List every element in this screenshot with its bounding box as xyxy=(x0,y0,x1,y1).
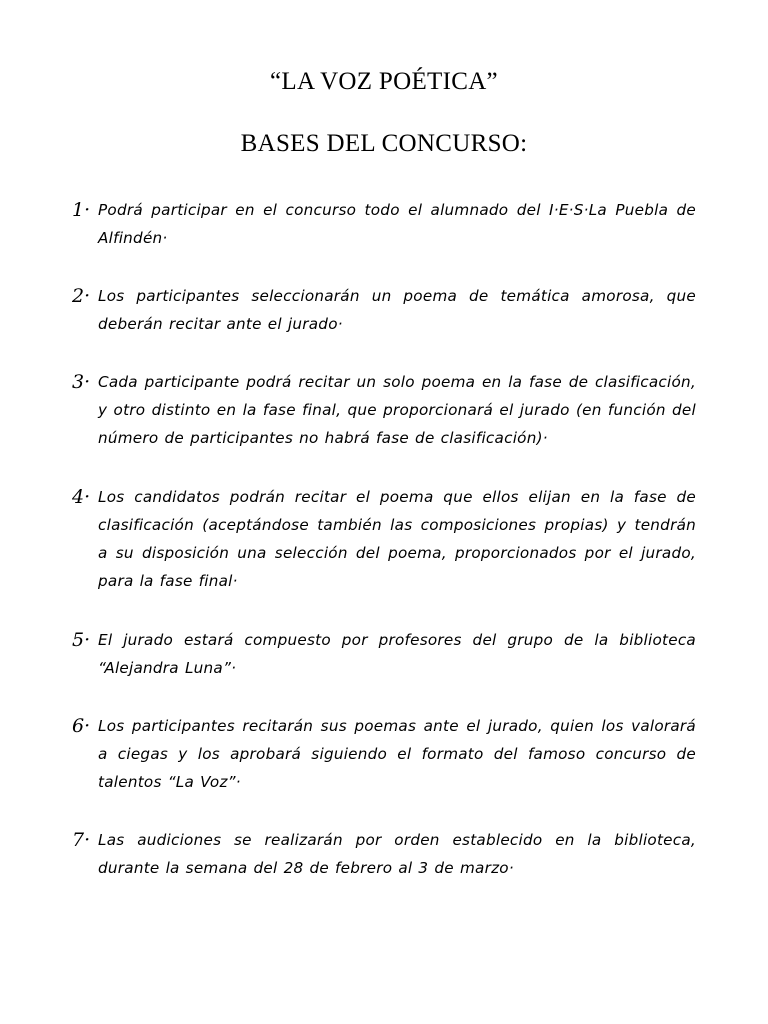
rule-number: 6· xyxy=(72,715,91,737)
rule-text: Los candidatos podrán recitar el poema que ellos elijan en la fase de clasificación (aceptándose también las composiciones propias) y tendrán a su disposición una selección del poema, proporcionados por el jurado, para la fase final· xyxy=(98,488,696,590)
rule-number: 7· xyxy=(72,829,91,851)
rule-number: 4· xyxy=(72,486,91,508)
rule-text: Los participantes seleccionarán un poema de temática amorosa, que deberán recitar ante el jurado· xyxy=(98,287,696,333)
rule-item-5 xyxy=(72,626,696,682)
rule-item-6 xyxy=(72,712,696,796)
page-title: “LA VOZ POÉTICA” xyxy=(270,68,498,95)
rule-text: El jurado estará compuesto por profesores del grupo de la biblioteca “Alejandra Luna”· xyxy=(98,631,696,677)
rule-item-3 xyxy=(72,368,696,452)
rule-number: 1· xyxy=(72,199,91,221)
rule-item-2 xyxy=(72,282,696,338)
rule-text: Cada participante podrá recitar un solo poema en la fase de clasificación, y otro distinto en la fase final, que proporcionará el jurado (en función del número de participantes no habrá fase de clasificación)· xyxy=(98,373,696,447)
rule-item-7 xyxy=(72,826,696,882)
rule-number: 2· xyxy=(72,285,91,307)
rules-list xyxy=(72,196,696,882)
rule-text: Las audiciones se realizarán por orden establecido en la biblioteca, durante la semana del 28 de febrero al 3 de marzo· xyxy=(98,831,696,877)
rule-text: Podrá participar en el concurso todo el alumnado del I·E·S·La Puebla de Alfindén· xyxy=(98,201,696,247)
rule-number: 3· xyxy=(72,371,91,393)
rule-item-1 xyxy=(72,196,696,252)
rule-item-4 xyxy=(72,483,696,595)
page-subtitle: BASES DEL CONCURSO: xyxy=(240,130,528,157)
rule-text: Los participantes recitarán sus poemas ante el jurado, quien los valorará a ciegas y los aprobará siguiendo el formato del famoso concurso de talentos “La Voz”· xyxy=(98,717,696,791)
rule-number: 5· xyxy=(72,629,91,651)
